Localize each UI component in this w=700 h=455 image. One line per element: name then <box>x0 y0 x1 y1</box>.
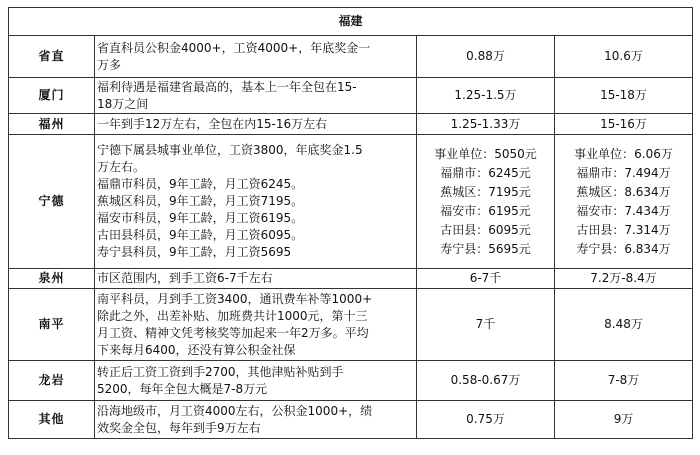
monthly-value: 寿宁县：5695元 <box>440 241 531 256</box>
description-line: 南平科员，月到手工资3400，通讯费车补等1000+ <box>97 291 373 306</box>
description-line: 古田县科员，9年工龄，月工资6095。 <box>97 228 304 242</box>
annual-value: 8.48万 <box>604 317 643 331</box>
region-cell: 其他 <box>9 401 95 439</box>
description-line: 沿海地级市，月工资4000左右，公积金1000+，绩 <box>97 403 373 418</box>
title-row <box>9 8 693 36</box>
annual-value: 事业单位：6.06万 <box>574 146 673 161</box>
description-line: 宁德下属县城事业单位，工资3800，年底奖金1.5 <box>97 143 363 157</box>
monthly-value: 1.25-1.33万 <box>450 116 521 131</box>
table-row <box>9 269 693 289</box>
description-line: 寿宁县科员，9年工龄，月工资5695 <box>97 245 292 259</box>
description-line: 省直科员公积金4000+，工资4000+，年底奖金一 <box>97 40 371 55</box>
monthly-value-cell <box>417 114 555 135</box>
monthly-value: 1.25-1.5万 <box>454 88 517 102</box>
table-title: 福建 <box>9 8 693 36</box>
description-line: 一年到手12万左右，全包在内15-16万左右 <box>97 116 328 131</box>
annual-value: 福安市：7.434万 <box>576 203 671 218</box>
annual-value-cell <box>555 135 693 269</box>
monthly-value-cell <box>417 135 555 269</box>
annual-value: 15-16万 <box>600 116 647 131</box>
description-cell <box>95 289 417 361</box>
monthly-value-cell <box>417 289 555 361</box>
monthly-value: 蕉城区：7195元 <box>440 184 531 199</box>
description-line: 除此之外，出差补贴、加班费共计1000元，第十三 <box>97 308 368 323</box>
monthly-value-cell <box>417 36 555 78</box>
monthly-value: 0.58-0.67万 <box>450 373 521 387</box>
region-cell: 省直 <box>9 36 95 78</box>
description-line: 市区范围内，到手工资6-7千左右 <box>97 271 273 285</box>
salary-table <box>8 7 693 439</box>
monthly-value: 7千 <box>475 317 496 331</box>
monthly-value-cell <box>417 78 555 114</box>
annual-value: 福鼎市：7.494万 <box>576 165 671 180</box>
monthly-value: 福安市：6195元 <box>440 203 531 218</box>
description-line: 福利待遇是福建省最高的，基本上一年全包在15- <box>97 79 357 94</box>
table-row <box>9 135 693 269</box>
monthly-value-cell <box>417 361 555 401</box>
description-cell <box>95 361 417 401</box>
monthly-value: 0.88万 <box>466 49 505 63</box>
region-cell: 宁德 <box>9 135 95 269</box>
annual-value: 7-8万 <box>607 373 640 387</box>
annual-value-cell <box>555 401 693 439</box>
region-cell: 龙岩 <box>9 361 95 401</box>
annual-value: 寿宁县：6.834万 <box>576 241 671 256</box>
annual-value: 15-18万 <box>600 88 647 102</box>
table-row <box>9 401 693 439</box>
annual-value-cell <box>555 269 693 289</box>
description-line: 万左右。 <box>97 160 146 174</box>
annual-value-cell <box>555 36 693 78</box>
table-row <box>9 114 693 135</box>
region-cell: 福州 <box>9 114 95 135</box>
annual-value: 9万 <box>613 412 634 426</box>
description-cell <box>95 135 417 269</box>
description-line: 转正后工资工资到手2700，其他津贴补贴到手 <box>97 364 344 379</box>
table-row <box>9 36 693 78</box>
table-row <box>9 361 693 401</box>
table-row <box>9 78 693 114</box>
description-line: 18万之间 <box>97 96 149 111</box>
monthly-value: 古田县：6095元 <box>440 222 531 237</box>
description-cell <box>95 36 417 78</box>
monthly-value: 6-7千 <box>469 271 502 285</box>
monthly-value: 0.75万 <box>466 412 505 426</box>
annual-value-cell <box>555 78 693 114</box>
table-row <box>9 289 693 361</box>
description-line: 福安市科员，9年工龄，月工资6195。 <box>97 211 304 225</box>
description-line: 福鼎市科员，9年工龄，月工资6245。 <box>97 177 304 191</box>
monthly-value: 事业单位：5050元 <box>434 146 537 161</box>
description-cell <box>95 114 417 135</box>
description-cell <box>95 78 417 114</box>
description-line: 下来每月6400，还没有算公积金社保 <box>97 342 296 357</box>
description-line: 5200，每年全包大概是7-8万元 <box>97 381 268 396</box>
annual-value: 10.6万 <box>604 49 643 63</box>
description-line: 月工资、精神文凭考核奖等加起来一年2万多。平均 <box>97 325 369 340</box>
monthly-value: 福鼎市：6245元 <box>440 165 531 180</box>
region-cell: 南平 <box>9 289 95 361</box>
annual-value: 古田县：7.314万 <box>576 222 671 237</box>
annual-value: 蕉城区：8.634万 <box>576 184 671 199</box>
annual-value-cell <box>555 361 693 401</box>
description-line: 蕉城区科员，9年工龄，月工资7195。 <box>97 194 304 208</box>
monthly-value-cell <box>417 401 555 439</box>
annual-value-cell <box>555 289 693 361</box>
description-line: 万多 <box>97 57 122 72</box>
annual-value-cell <box>555 114 693 135</box>
description-line: 效奖金全包，每年到手9万左右 <box>97 420 261 435</box>
description-cell <box>95 401 417 439</box>
region-cell: 泉州 <box>9 269 95 289</box>
monthly-value-cell <box>417 269 555 289</box>
region-cell: 厦门 <box>9 78 95 114</box>
description-cell <box>95 269 417 289</box>
annual-value: 7.2万-8.4万 <box>590 271 657 285</box>
